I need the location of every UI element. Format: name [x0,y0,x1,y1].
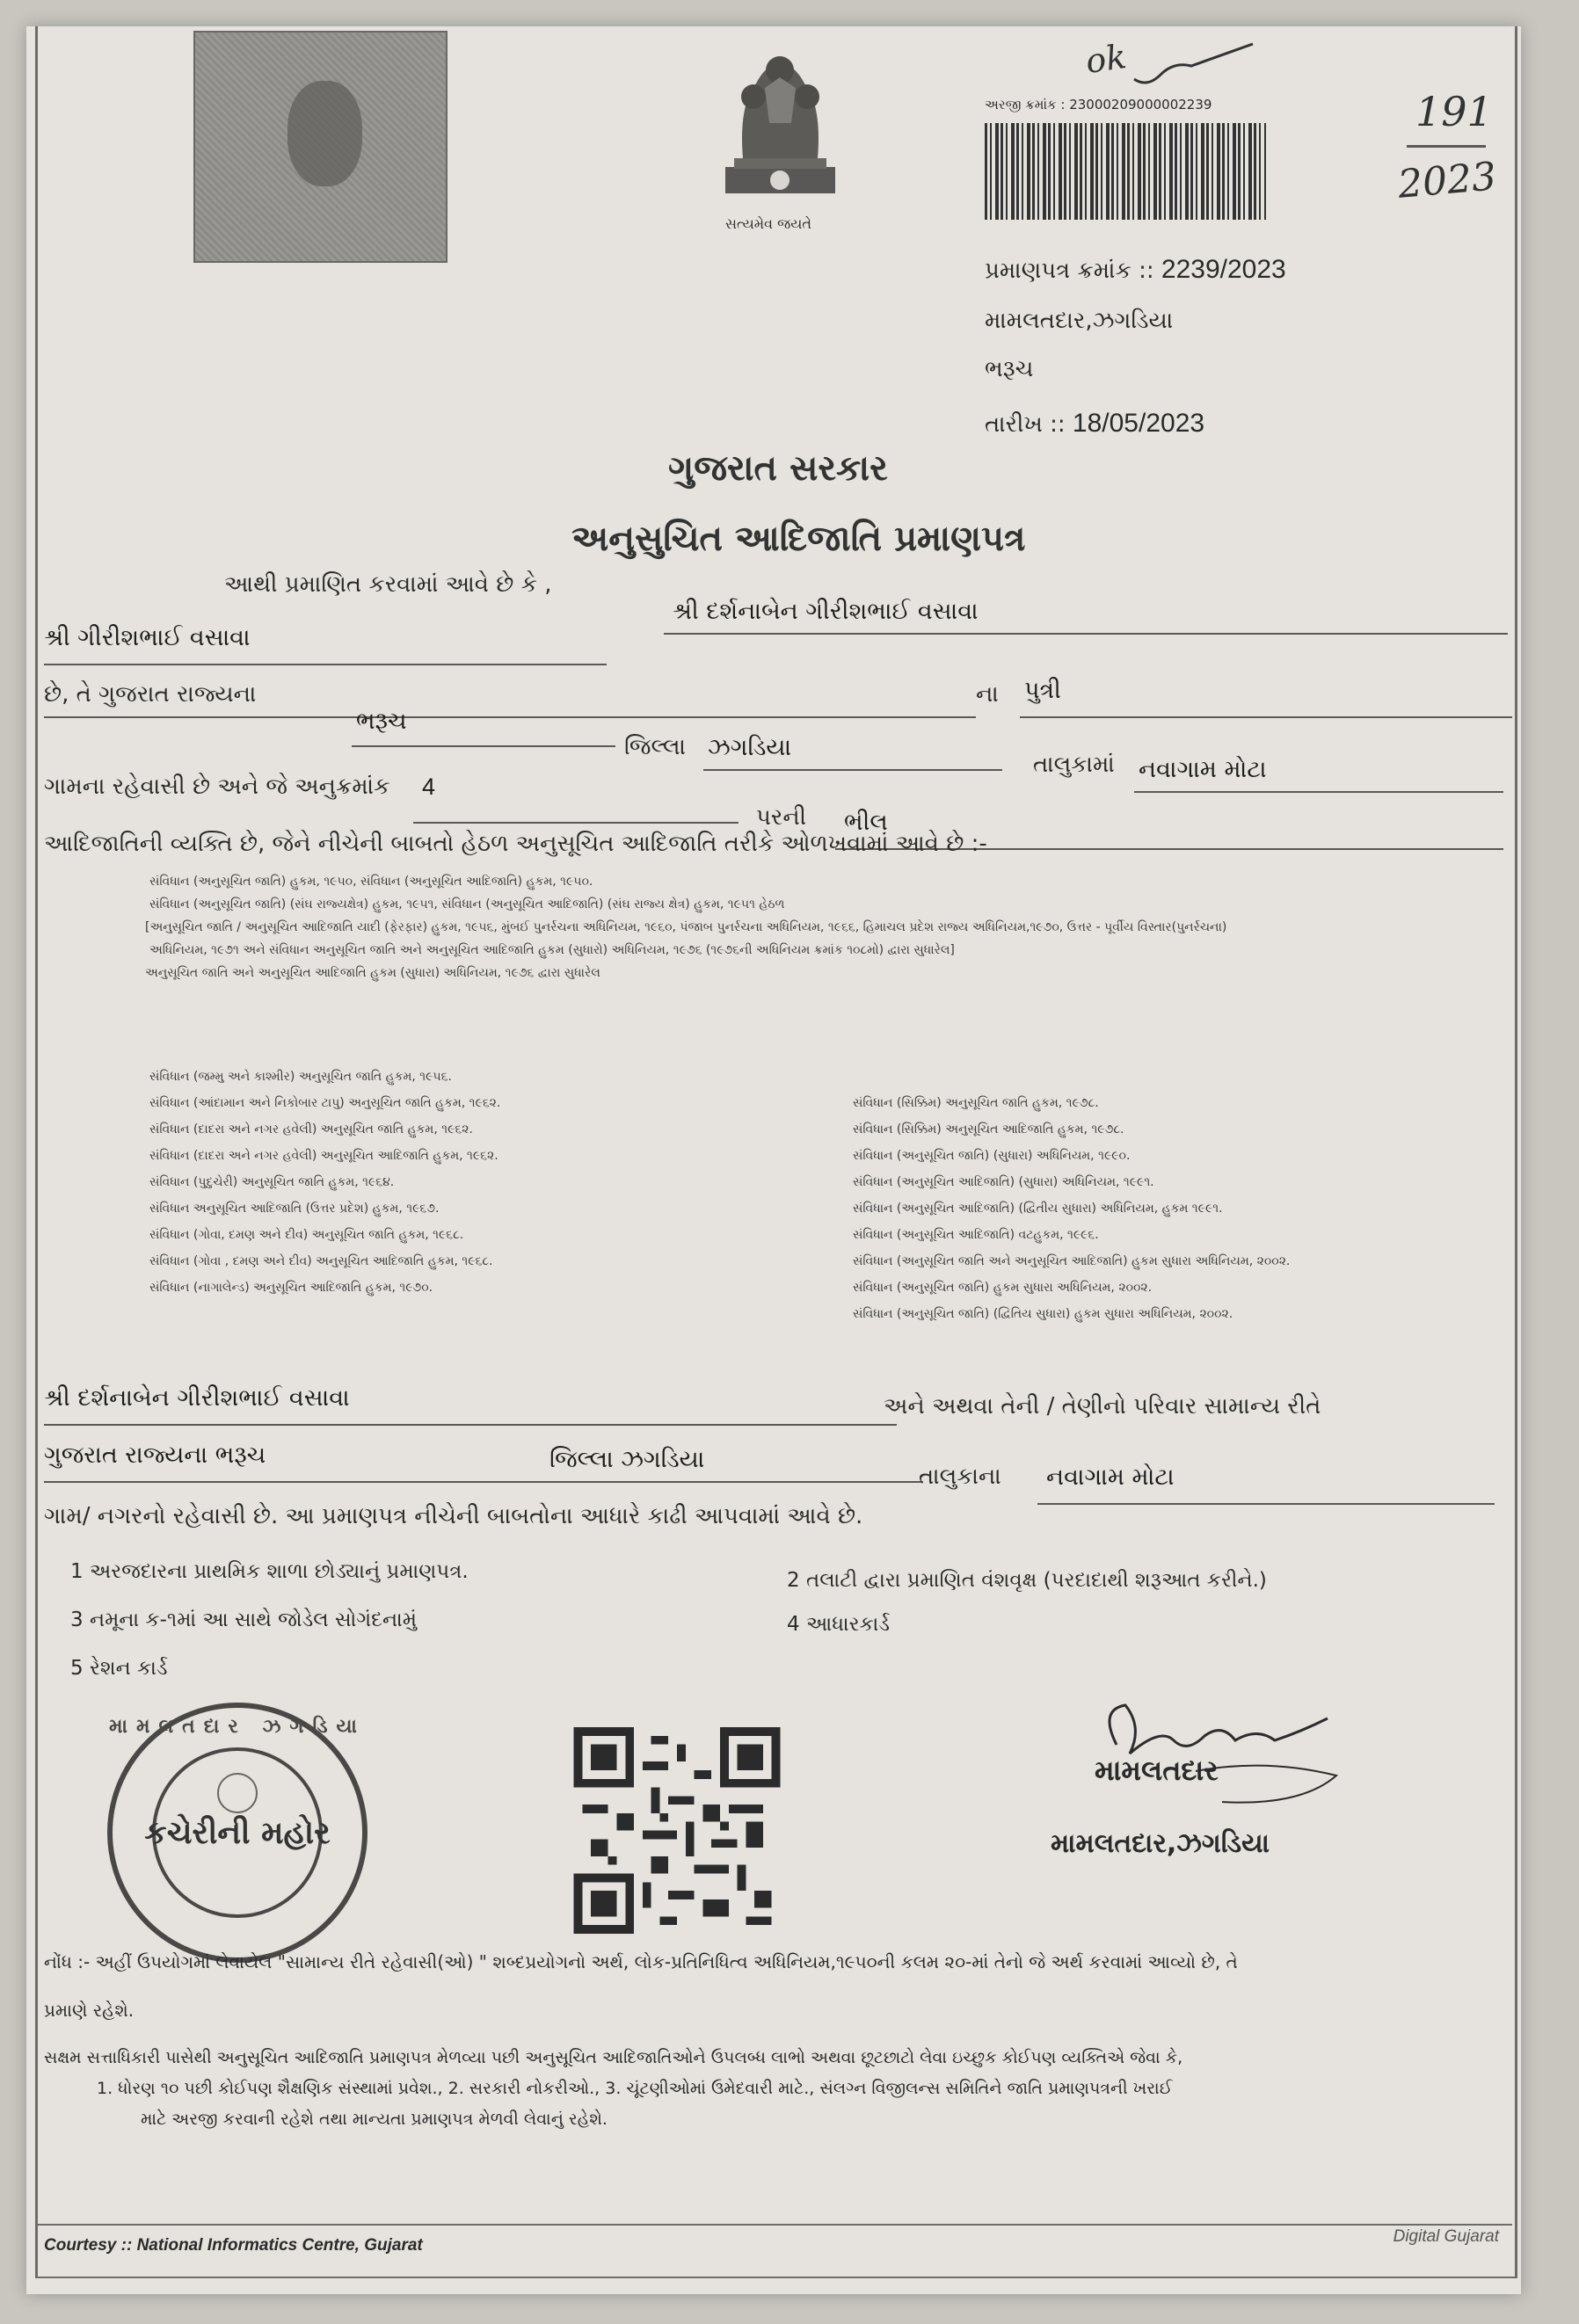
emblem-motto: સત્યમેવ જયતે [725,215,811,232]
order-line: સંવિધાન (પુદુચેરી) અનુસૂચિત જાતિ હુકમ, ૧૯૬૪. [149,1175,395,1189]
order-line: સંવિધાન (ગોવા , દમણ અને દીવ) અનુસૂચિત આદિજાતિ હુકમ, ૧૯૬૮. [149,1254,493,1268]
certificate-title: અનુસુચિત આદિજાતિ પ્રમાણપત્ર [571,519,1026,559]
relation-na: ના [976,681,999,708]
stamp-center-text: કચેરીની મહોર [144,1815,331,1851]
issuing-district: ભરૂચ [985,356,1034,382]
issue-date-label: તારીખ :: [985,411,1066,438]
parent-name-line [44,664,607,665]
advice-line: 1. ધોરણ ૧૦ પછી કોઈપણ શૈક્ષણિક સંસ્થામાં પ્રવેશ., 2. સરકારી નોકરીઓ., 3. ચૂંટણીઓમાં ઉમેદવારી માટે., સંલગ્ન વિજીલન્સ સમિતિને જાતિ પ્રમાણપત્રની ખરાઈ [97,2079,1173,2098]
handwritten-tick-icon [1130,40,1262,101]
order-line: સંવિધાન (જમ્મુ અને કાશ્મીર) અનુસૂચિત જાતિ હુકમ, ૧૯૫૬. [149,1070,452,1084]
certify-text: આથી પ્રમાણિત કરવામાં આવે છે કે , [224,571,552,598]
orders-top [145,870,1227,984]
office-stamp [101,1696,374,1969]
order-line: સંવિધાન અનુસૂચિત આદિજાતિ (ઉત્તર પ્રદેશ) હુકમ, ૧૯૬૭. [149,1202,440,1216]
order-line: સંવિધાન (ગોવા, દમણ અને દીવ) અનુસૂચિત જાતિ હુકમ, ૧૯૬૮. [149,1228,464,1242]
handwritten-line [1407,145,1486,148]
footer-courtesy: Courtesy :: National Informatics Centre, Gujarat [44,2236,423,2255]
order-line: સંવિધાન (અનુસૂચિત જાતિ) (દ્વિતિય સુધારા) હુકમ સુધારા અધિનિયમ, ૨૦૦૨. [853,1307,1233,1321]
qr-code-icon [571,1727,782,1934]
certificate-number-value: 2239/2023 [1161,255,1286,284]
order-line: સંવિધાન (આંદામાન અને નિકોબાર ટાપુ) અનુસૂચિત જાતિ હુકમ, ૧૯૬૨. [149,1096,501,1110]
basis-text: ગામ/ નગરનો રહેવાસી છે. આ પ્રમાણપત્ર નીચેની બાબતોના આધારે કાઢી આપવામાં આવે છે. [44,1503,863,1529]
footer-brand: Digital Gujarat [1393,2227,1499,2246]
application-number-value: 23000209000002239 [1069,97,1212,113]
resident-text: ગામના રહેવાસી છે અને જે અનુક્રમાંક [44,773,390,800]
stamp-ring-text: મામલતદાર ઝગડિયા [109,1716,366,1738]
certificate-paper [26,26,1521,2294]
taluka-line [703,769,1002,771]
order-line: સંવિધાન (નાગાલેન્ડ) અનુસૂચિત આદિજાતિ હુકમ, ૧૯૭૦. [149,1281,433,1295]
order-line: સંવિધાન (અનુસૂચિત આદિજાતિ) વટહુકમ, ૧૯૯૬. [853,1228,1099,1242]
village-value: નવાગામ મોટા [1139,756,1267,783]
order-line: સંવિધાન (અનુસૂચિત જાતિ) (સુધારા) અધિનિયમ, ૧૯૯૦. [853,1149,1131,1163]
state-line [44,716,976,718]
order-line: સંવિધાન (દાદરા અને નગર હવેલી) અનુસૂચિત જાતિ હુકમ, ૧૯૬૨. [149,1122,473,1137]
document-item: 2 તલાટી દ્વારા પ્રમાણિત વંશવૃક્ષ (પરદાદાથી શરૂઆત કરીને.) [787,1569,1267,1592]
footer-bar [35,2224,1512,2265]
relation-value: પુત્રી [1024,677,1061,704]
residence-village-line [1037,1503,1495,1505]
district-value: ભરૂચ [356,708,407,735]
signatory-title: મામલતદાર [1095,1754,1219,1787]
order-line: સંવિધાન (અનુસૂચિત આદિજાતિ) (દ્વિતીય સુધારા) અધિનિયમ, હુકમ ૧૯૯૧. [853,1202,1223,1216]
document-item: 1 અરજદારના પ્રાથમિક શાળા છોડ્યાનું પ્રમાણપત્ર. [70,1560,469,1583]
certificate-number-label: પ્રમાણપત્ર ક્રમાંક :: [985,258,1154,284]
note-line: નોંધ :- અહીં ઉપયોગમાં લેવાયેલ "સામાન્ય રીતે રહેવાસી(ઓ) " શબ્દપ્રયોગનો અર્થ, લોક-પ્રતિનિધિત્વ અધિનિયમ,૧૯૫૦ની કલમ ૨૦-માં તેનો જે અર્થ કરવામાં આવ્યો છે, તે [44,1951,1238,1972]
order-line: સંવિધાન (અનુસૂચિત જાતિ) (સંઘ રાજ્યક્ષેત્ર) હુકમ, ૧૯૫૧, સંવિધાન (અનુસૂચિત આદિજાતિ) (સંઘ રાજ્ય ક્ષેત્ર) હુકમ, ૧૯૫૧ હેઠળ [149,897,785,911]
district-label: જિલ્લા [624,734,687,760]
residence-taluka-label: તાલુકાના [919,1463,1001,1490]
government-title: ગુજરાત સરકાર [668,448,888,489]
barcode [985,123,1266,220]
document-item: 3 નમૂના ક-૧માં આ સાથે જોડેલ સોગંદનામું [70,1609,418,1631]
handwritten-year: 2023 [1395,154,1498,207]
issuing-office: મામલતદાર,ઝગડિયા [985,308,1174,334]
serial-line [413,822,739,824]
photo-face [287,81,362,186]
residence-state: ગુજરાત રાજ્યના ભરૂચ [44,1442,266,1469]
order-line: અધિનિયમ, ૧૯૭૧ અને સંવિધાન અનુસૂચિત જાતિ અને અનુસૂચિત આદિજાતિ હુકમ (સુધારો) અધિનિયમ, ૧૯૭૬ (૧૯૭૬ની અધિનિયમ ક્રમાંક ૧૦૮મો) દ્વારા સુધારેલ] [149,943,955,957]
taluka-label: તાલુકામાં [1033,752,1115,778]
residence-name: શ્રી દર્શનાબેન ગીરીશભાઈ વસાવા [44,1384,350,1412]
recognised-text: આદિજાતિની વ્યક્તિ છે, જેને નીચેની બાબતો હેઠળ અનુસૂચિત આદિજાતિ તરીકે ઓળખવામાં આવે છે :- [44,831,987,857]
state-text: છે, તે ગુજરાત રાજ્યના [44,681,257,708]
order-line: સંવિધાન (સિક્કિમ) અનુસૂચિત જાતિ હુકમ, ૧૯૭૮. [853,1096,1099,1110]
signatory-office: મામલતદાર,ઝગડિયા [1051,1828,1270,1859]
residence-village: નવાગામ મોટા [1046,1463,1175,1491]
handwritten-number: 191 [1415,88,1493,135]
district-line [352,745,615,747]
taluka-value: ઝગડિયા [708,734,792,761]
order-line: સંવિધાન (અનુસૂચિત આદિજાતિ) (સુધારા) અધિનિયમ, ૧૯૯૧. [853,1175,1154,1189]
advice-line: સક્ષમ સત્તાધિકારી પાસેથી અનુસૂચિત આદિજાતિ પ્રમાણપત્ર મેળવ્યા પછી અનુસૂચિત આદિજાતિઓને ઉપલબ્ધ લાભો અથવા છૂટછાટો લેવા ઇચ્છુક કોઈપણ વ્યક્તિએ જેવા કે, [44,2048,1183,2067]
document-item: 5 રેશન કાર્ડ [70,1657,168,1680]
issue-date-value: 18/05/2023 [1072,409,1205,438]
family-text: અને અથવા તેની / તેણીનો પરિવાર સામાન્ય રીતે [884,1393,1321,1420]
national-emblem-icon [717,35,844,229]
applicant-name: શ્રી દર્શનાબેન ગીરીશભાઈ વસાવા [673,598,979,625]
certificate-number [985,255,1286,285]
relation-line [1020,716,1512,718]
orders-left-column [149,1064,500,1301]
handwritten-ok: ok [1083,37,1129,81]
order-line: સંવિધાન (અનુસૂચિત જાતિ અને અનુસૂચિત આદિજાતિ) હુકમ સુધારા અધિનિયમ, ૨૦૦૨. [853,1254,1291,1268]
par-text: પરની [756,804,807,831]
order-line: અનુસૂચિત જાતિ અને અનુસૂચિત આદિજાતિ હુકમ (સુધારા) અધિનિયમ, ૧૯૭૬ દ્વારા સુધારેલ [145,966,600,980]
applicant-photo [193,31,448,263]
village-line [1134,791,1503,793]
order-line: સંવિધાન (સિક્કિમ) અનુસૂચિત આદિજાતિ હુકમ, ૧૯૭૮. [853,1122,1124,1137]
order-line: [અનુસૂચિત જાતિ / અનુસૂચિત આદિજાતિ યાદી (ફેરફાર) હુકમ, ૧૯૫૬, મુંબઈ પુનર્રચના અધિનિયમ, ૧૯૬૦, પંજાબ પુનર્રચના અધિનિયમ, ૧૯૬૬, હિમાચલ પ્રદેશ રાજ્ય અધિનિયમ,૧૯૭૦, ઉત્તર - પૂર્વીય વિસ્તાર(પુનર્રચના) [145,920,1227,934]
residence-district: જિલ્લા ઝગડિયા [549,1446,705,1473]
order-line: સંવિધાન (અનુસૂચિત જાતિ) હુકમ, ૧૯૫૦, સંવિધાન (અનુસૂચિત આદિજાતિ) હુકમ, ૧૯૫૦. [149,875,593,889]
issue-date [985,409,1204,439]
order-line: સંવિધાન (અનુસૂચિત જાતિ) હુકમ સુધારા અધિનિયમ, ૨૦૦૨. [853,1281,1153,1295]
advice-line: માટે અરજી કરવાની રહેશે તથા માન્યતા પ્રમાણપત્ર મેળવી લેવાનું રહેશે. [141,2110,608,2129]
note-line: પ્રમાણે રહેશે. [44,2000,135,2021]
orders-right-column [853,1090,1290,1327]
residence-state-line [44,1481,923,1483]
applicant-name-line [664,633,1508,635]
serial-number: 4 [422,773,436,800]
document-item: 4 આધારકાર્ડ [787,1613,891,1636]
application-number-label: અરજી ક્રમાંક : [985,97,1066,113]
parent-name: શ્રી ગીરીશભાઈ વસાવા [44,624,251,651]
order-line: સંવિધાન (દાદરા અને નગર હવેલી) અનુસૂચિત આદિજાતિ હુકમ, ૧૯૬૨. [149,1149,498,1163]
residence-name-line [44,1424,897,1426]
tribe-value: ભીલ [844,809,888,836]
